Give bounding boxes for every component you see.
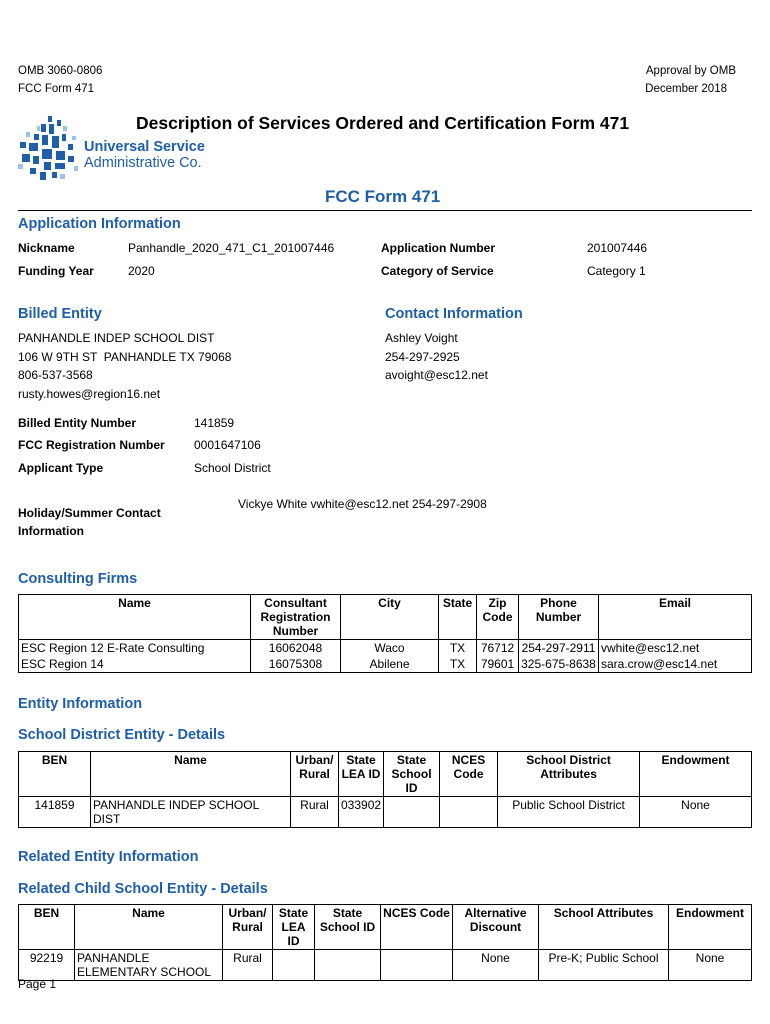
holiday-contact-label-line2: Information: [18, 524, 84, 538]
billed-entity-heading: Billed Entity: [18, 306, 102, 322]
approval-date: December 2018: [645, 83, 727, 95]
table-row: [19, 640, 752, 657]
column-header: Name: [75, 905, 223, 950]
column-header: BEN: [19, 752, 91, 797]
nickname-value: Panhandle_2020_471_C1_201007446: [128, 241, 335, 255]
column-header: State: [439, 595, 477, 640]
fcc-registration-label: FCC Registration Number: [18, 438, 165, 452]
omb-number: OMB 3060-0806: [18, 65, 103, 77]
column-header: School Attributes: [539, 905, 669, 950]
column-header: City: [341, 595, 439, 640]
column-header: State School ID: [384, 752, 440, 797]
school-district-entity-heading: School District Entity - Details: [18, 727, 226, 743]
usac-logo-mark: [16, 114, 84, 184]
table-row: [19, 797, 752, 828]
table-cell: 254-297-2911: [519, 640, 599, 657]
table-cell: None: [669, 950, 752, 981]
table-cell: 325-675-8638: [519, 656, 599, 673]
related-child-school-table: [18, 904, 752, 981]
table-cell: TX: [439, 656, 477, 673]
column-header: NCES Code: [440, 752, 498, 797]
usac-wordmark: [84, 139, 205, 171]
usac-logo: [16, 114, 84, 184]
related-child-school-heading: Related Child School Entity - Details: [18, 881, 268, 897]
table-cell: 92219: [19, 950, 75, 981]
table-row: [19, 950, 752, 981]
column-header: State LEA ID: [339, 752, 384, 797]
table-cell: PANHANDLE INDEP SCHOOL DIST: [91, 797, 291, 828]
table-cell: ESC Region 12 E-Rate Consulting: [19, 640, 251, 657]
table-cell: None: [640, 797, 752, 828]
table-cell: None: [453, 950, 539, 981]
table-cell: 033902: [339, 797, 384, 828]
column-header: NCES Code: [381, 905, 453, 950]
table-cell: 79601: [477, 656, 519, 673]
table-cell: [384, 797, 440, 828]
contact-phone: 254-297-2925: [385, 350, 460, 364]
entity-header-row: [19, 752, 752, 797]
applicant-type-label: Applicant Type: [18, 461, 104, 475]
column-header: Urban/ Rural: [291, 752, 339, 797]
column-header: BEN: [19, 905, 75, 950]
billed-entity-address: 106 W 9TH ST PANHANDLE TX 79068: [18, 350, 232, 364]
column-header: Endowment: [640, 752, 752, 797]
column-header: State School ID: [315, 905, 381, 950]
table-cell: 141859: [19, 797, 91, 828]
column-header: Urban/ Rural: [223, 905, 273, 950]
category-label: Category of Service: [381, 264, 494, 278]
table-cell: [315, 950, 381, 981]
application-number-value: 201007446: [587, 241, 648, 255]
table-cell: sara.crow@esc14.net: [599, 656, 752, 673]
table-cell: TX: [439, 640, 477, 657]
table-cell: Waco: [341, 640, 439, 657]
table-cell: [440, 797, 498, 828]
table-cell: ESC Region 14: [19, 656, 251, 673]
application-info-heading: Application Information: [18, 216, 181, 232]
column-header: Name: [91, 752, 291, 797]
school-district-entity-table: [18, 751, 752, 828]
column-header: Phone Number: [519, 595, 599, 640]
table-cell: Public School District: [498, 797, 640, 828]
table-row: [19, 656, 752, 673]
table-cell: Abilene: [341, 656, 439, 673]
column-header: School District Attributes: [498, 752, 640, 797]
applicant-type-value: School District: [194, 461, 271, 475]
billed-entity-phone: 806-537-3568: [18, 368, 93, 382]
funding-year-value: 2020: [128, 264, 155, 278]
contact-info-heading: Contact Information: [385, 306, 523, 322]
page-number: Page 1: [18, 977, 57, 991]
consulting-header-row: [19, 595, 752, 640]
consulting-firms-table: [18, 594, 752, 673]
billed-entity-number-value: 141859: [194, 416, 235, 430]
billed-entity-email: rusty.howes@region16.net: [18, 387, 161, 401]
entity-info-heading: Entity Information: [18, 696, 143, 712]
column-header: Endowment: [669, 905, 752, 950]
nickname-label: Nickname: [18, 241, 75, 255]
fcc-registration-value: 0001647106: [194, 438, 261, 452]
table-cell: 16062048: [251, 640, 341, 657]
column-header: Consultant Registration Number: [251, 595, 341, 640]
column-header: Email: [599, 595, 752, 640]
billed-entity-name: PANHANDLE INDEP SCHOOL DIST: [18, 331, 215, 345]
column-header: State LEA ID: [273, 905, 315, 950]
funding-year-label: Funding Year: [18, 264, 94, 278]
document-title: Description of Services Ordered and Certification Form 471: [136, 113, 630, 133]
holiday-contact-value: Vickye White vwhite@esc12.net 254-297-2908: [238, 497, 487, 511]
table-cell: 76712: [477, 640, 519, 657]
holiday-contact-label-line1: Holiday/Summer Contact: [18, 506, 161, 520]
table-cell: [273, 950, 315, 981]
category-value: Category 1: [587, 264, 646, 278]
title-divider: [18, 210, 752, 211]
table-cell: [381, 950, 453, 981]
table-cell: PANHANDLE ELEMENTARY SCHOOL: [75, 950, 223, 981]
column-header: Name: [19, 595, 251, 640]
related-header-row: [19, 905, 752, 950]
usac-wordmark-line1: Universal Service: [84, 139, 205, 155]
table-cell: vwhite@esc12.net: [599, 640, 752, 657]
usac-wordmark-line2: Administrative Co.: [84, 155, 202, 171]
table-cell: Rural: [291, 797, 339, 828]
column-header: Alternative Discount: [453, 905, 539, 950]
contact-email: avoight@esc12.net: [385, 368, 488, 382]
related-entity-heading: Related Entity Information: [18, 849, 199, 865]
consulting-firms-heading: Consulting Firms: [18, 571, 138, 587]
column-header: Zip Code: [477, 595, 519, 640]
omb-approval: Approval by OMB: [645, 65, 736, 77]
form-title: FCC Form 471: [325, 187, 441, 206]
table-cell: Pre-K; Public School: [539, 950, 669, 981]
billed-entity-number-label: Billed Entity Number: [18, 416, 137, 430]
table-cell: 16075308: [251, 656, 341, 673]
contact-name: Ashley Voight: [385, 331, 458, 345]
form-number: FCC Form 471: [18, 83, 95, 95]
application-number-label: Application Number: [381, 241, 496, 255]
table-cell: Rural: [223, 950, 273, 981]
